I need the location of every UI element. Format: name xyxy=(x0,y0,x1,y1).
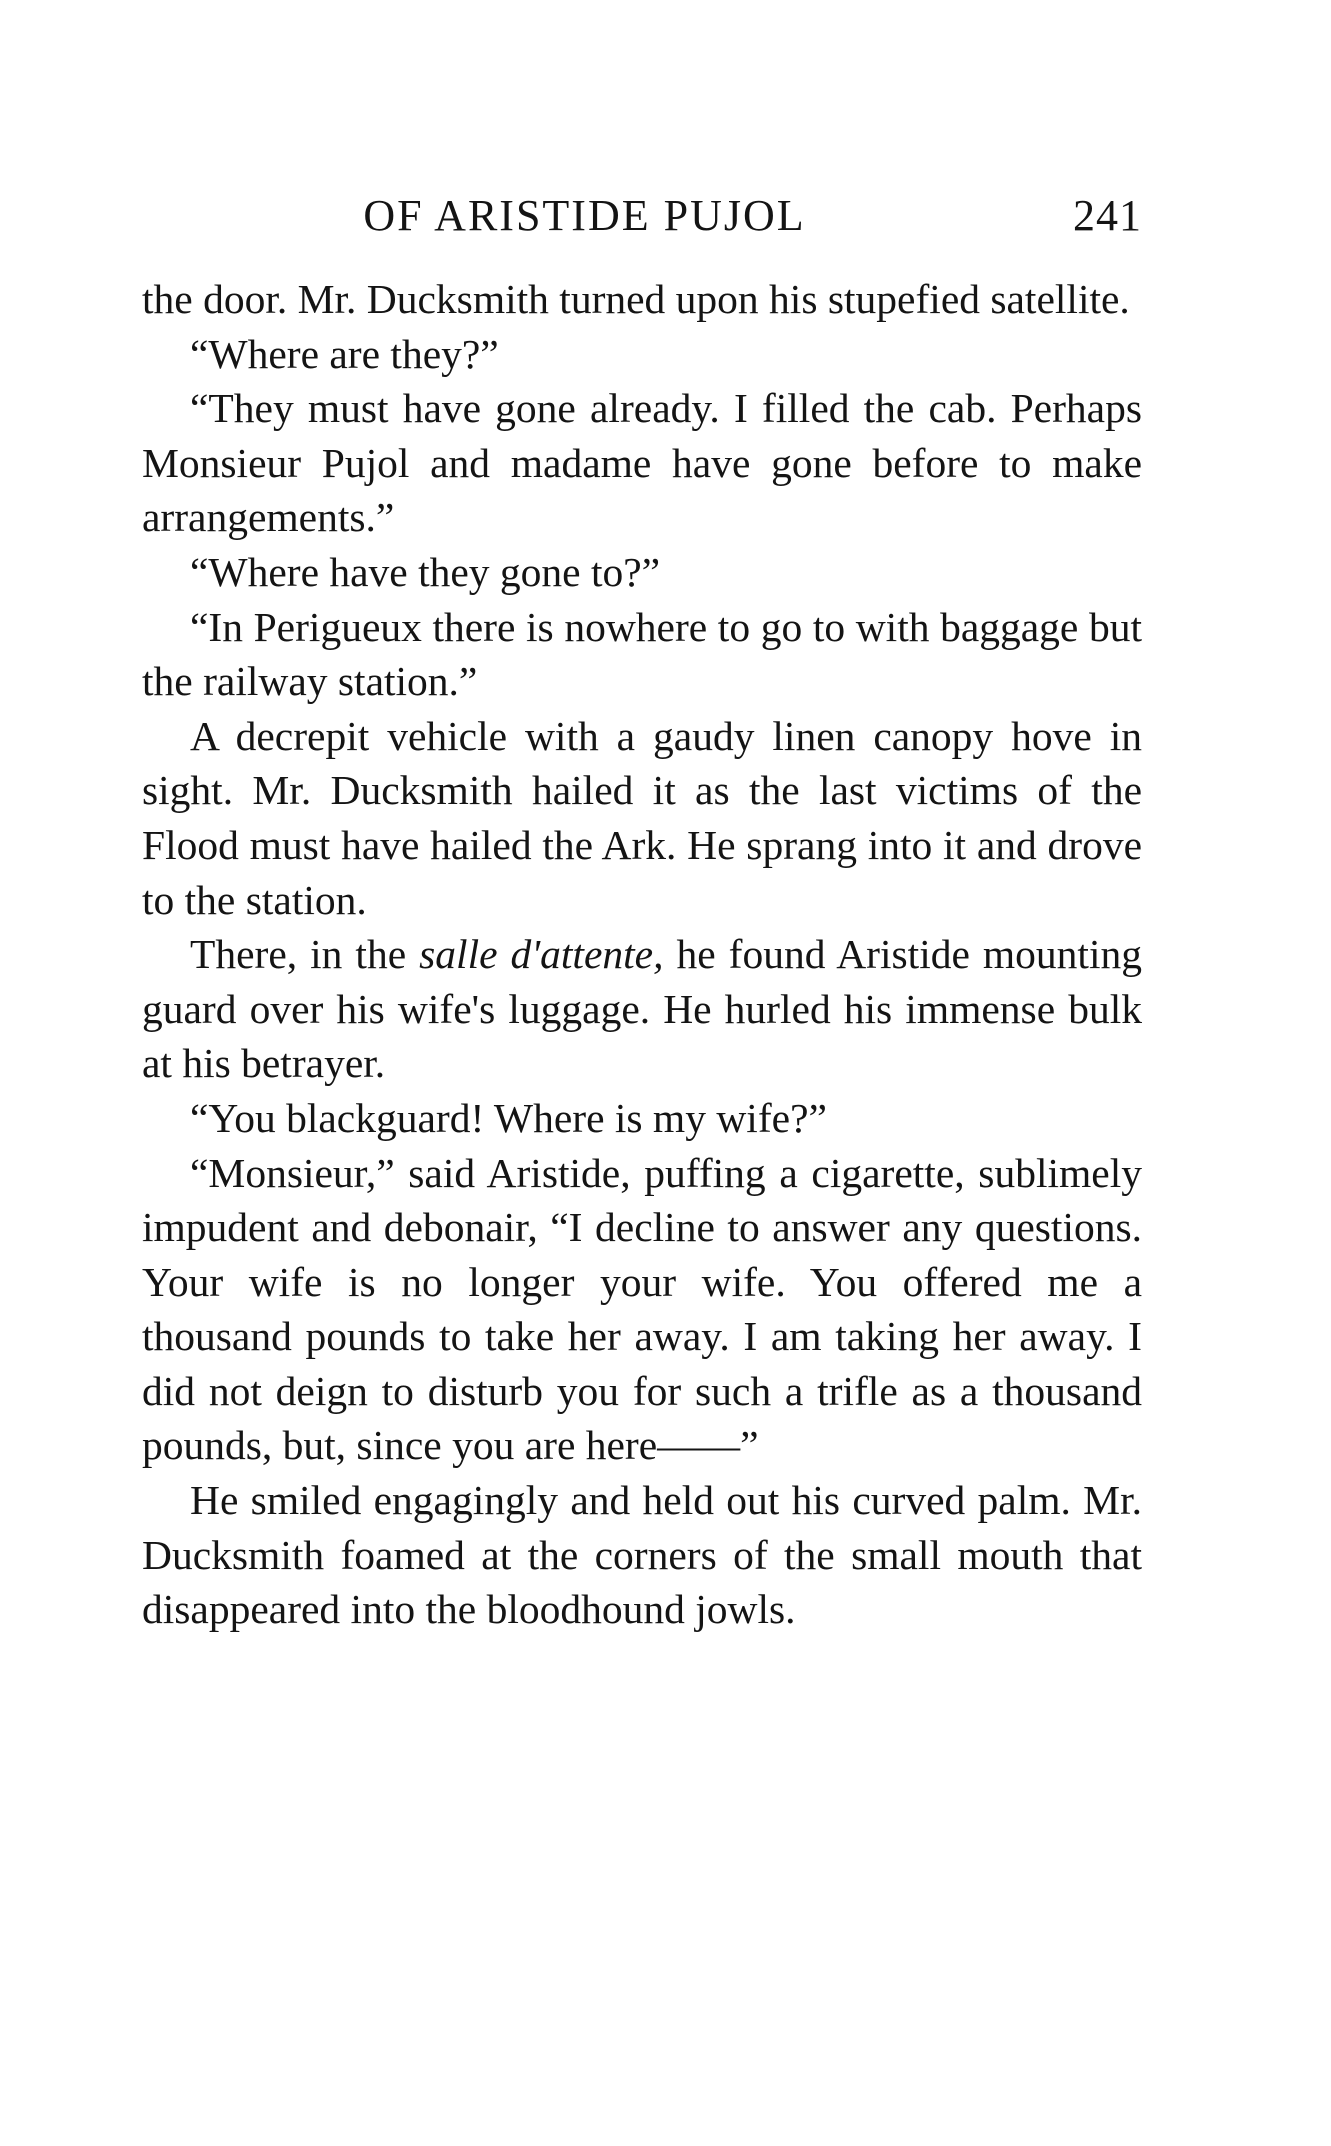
body-text xyxy=(142,272,1142,1637)
paragraph-7-after: he found Aristide mounting guard over his wife's luggage. He hurled his immense bulk at his betrayer. xyxy=(142,931,1142,1087)
paragraph-7-before: There, in the xyxy=(190,931,420,978)
page-number: 241 xyxy=(1073,191,1142,240)
paragraph-1: the door. Mr. Ducksmith turned upon his stupefied satellite. xyxy=(142,276,1130,322)
paragraph-4: “Where have they gone to?” xyxy=(190,548,661,595)
paragraph-9: “Monsieur,” said Aristide, puffing a cigarette, sublimely impudent and debonair, “I decline to answer any questions. Your wife is no longer your wife. You offered me a thousand pounds to take her away. I am taking her away. I did not deign to disturb you for such a trifle as a thousand pounds, but, since you are here——” xyxy=(142,1149,1142,1469)
paragraph-10: He smiled engagingly and held out his curved palm. Mr. Ducksmith foamed at the corners of the small mouth that disappeared into the bloodhound jowls. xyxy=(142,1477,1142,1633)
running-header xyxy=(142,186,1142,246)
paragraph-6: A decrepit vehicle with a gaudy linen canopy hove in sight. Mr. Ducksmith hailed it as the last victims of the Flood must have hailed the Ark. He sprang into it and drove to the station. xyxy=(142,712,1142,923)
paragraph-3: “They must have gone already. I filled the cab. Perhaps Monsieur Pujol and madame have gone before to make arrangements.” xyxy=(142,385,1142,541)
paragraph-5: “In Perigueux there is nowhere to go to with baggage but the railway station.” xyxy=(142,603,1142,705)
paragraph-2: “Where are they?” xyxy=(190,330,499,377)
italic-phrase: salle d'attente, xyxy=(419,931,664,978)
paragraph-7 xyxy=(142,927,1142,1091)
running-title: OF ARISTIDE PUJOL xyxy=(363,191,806,240)
paragraph-8: “You blackguard! Where is my wife?” xyxy=(190,1094,827,1141)
